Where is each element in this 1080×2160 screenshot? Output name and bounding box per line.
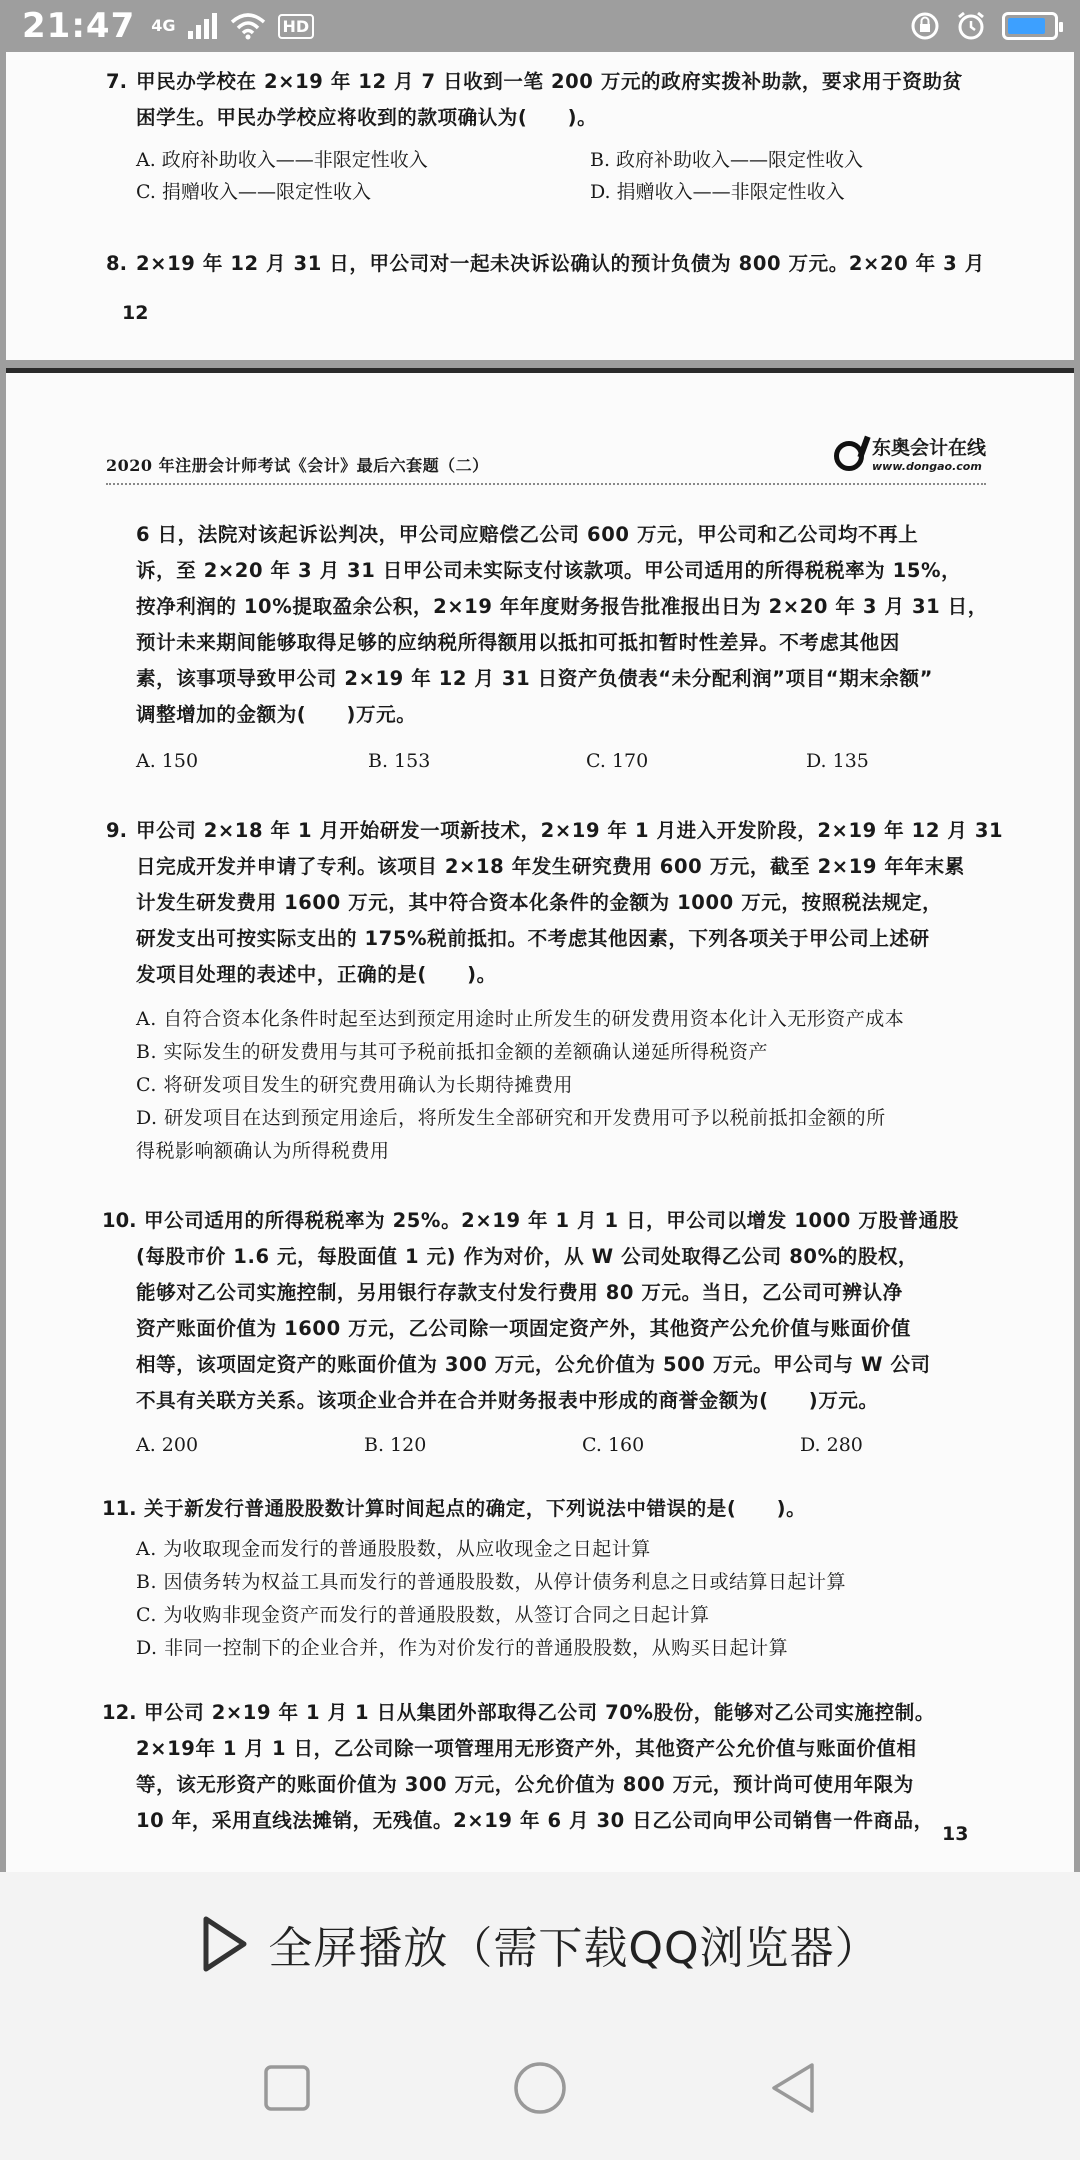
question-number: 11. xyxy=(102,1497,137,1520)
option-a: A. 为收取现金而发行的普通股股数，从应收现金之日起计算 xyxy=(136,1538,651,1560)
option-c: C. 160 xyxy=(582,1434,645,1456)
question-8-cont-line-1: 6 日，法院对该起诉讼判决，甲公司应赔偿乙公司 600 万元，甲公司和乙公司均不再上 xyxy=(136,523,919,546)
status-bar xyxy=(0,0,1080,52)
question-10-line-4: 资产账面价值为 1600 万元，乙公司除一项固定资产外，其他资产公允价值与账面价值 xyxy=(136,1317,911,1340)
battery-fill xyxy=(1008,18,1045,34)
back-triangle-icon xyxy=(768,2061,818,2115)
question-12-line-1: 甲公司 2×19 年 1 月 1 日从集团外部取得乙公司 70%股份，能够对乙公司实施控制。 xyxy=(144,1701,935,1724)
option-c: C. 将研发项目发生的研究费用确认为长期待摊费用 xyxy=(136,1074,573,1096)
question-9-line-5: 发项目处理的表述中，正确的是( )。 xyxy=(136,963,497,986)
question-10-line-6: 不具有关联方关系。该项企业合并在合并财务报表中形成的商誉金额为( )万元。 xyxy=(136,1389,879,1412)
option-b: B. 政府补助收入——限定性收入 xyxy=(590,149,864,171)
question-9-line-4: 研发支出可按实际支出的 175%税前抵扣。不考虑其他因素，下列各项关于甲公司上述研 xyxy=(136,927,930,950)
status-right-icons xyxy=(910,11,1058,41)
alarm-icon xyxy=(956,11,986,41)
hd-icon: HD xyxy=(278,14,315,39)
question-10-line-1: 甲公司适用的所得税税率为 25%。2×19 年 1 月 1 日，甲公司以增发 1000 万股普通股 xyxy=(144,1209,959,1232)
lock-rotation-icon xyxy=(910,11,940,41)
question-9-line-1: 甲公司 2×18 年 1 月开始研发一项新技术，2×19 年 1 月进入开发阶段，2×19 年 12 月 31 xyxy=(136,819,1004,842)
question-9-line-2: 日完成开发并申请了专利。该项目 2×18 年发生研究费用 600 万元，截至 2×19 年年末累 xyxy=(136,855,965,878)
option-c: C. 捐赠收入——限定性收入 xyxy=(136,181,371,203)
question-8-cont-line-2: 诉，至 2×20 年 3 月 31 日甲公司未实际支付该款项。甲公司适用的所得税税率为 15%， xyxy=(136,559,962,582)
logo-name: 东奥会计在线 xyxy=(872,437,987,459)
status-left-icons xyxy=(151,12,314,40)
option-a: A. 150 xyxy=(136,750,199,772)
question-12-line-3: 等，该无形资产的账面价值为 300 万元，公允价值为 800 万元，预计尚可使用年限为 xyxy=(136,1773,914,1796)
option-d: D. 280 xyxy=(800,1434,863,1456)
question-12-line-4: 10 年，采用直线法摊销，无残值。2×19 年 6 月 30 日乙公司向甲公司销售一件商品， xyxy=(136,1809,934,1832)
question-7-line-1: 甲民办学校在 2×19 年 12 月 7 日收到一笔 200 万元的政府实拨补助款，要求用于资助贫 xyxy=(136,70,963,93)
battery-icon xyxy=(1002,12,1058,40)
option-c: C. 170 xyxy=(586,750,649,772)
question-10-line-5: 相等，该项固定资产的账面价值为 300 万元，公允价值为 500 万元。甲公司与 W 公司 xyxy=(136,1353,931,1376)
signal-icon xyxy=(188,13,218,39)
fullscreen-play-button[interactable] xyxy=(0,1872,1080,2016)
option-c: C. 为收购非现金资产而发行的普通股股数，从签订合同之日起计算 xyxy=(136,1604,710,1626)
option-d: D. 非同一控制下的企业合并，作为对价发行的普通股股数，从购买日起计算 xyxy=(136,1637,789,1659)
wifi-icon xyxy=(230,12,266,40)
recents-square-icon xyxy=(262,2063,312,2113)
page-number: 13 xyxy=(942,1823,969,1845)
question-number: 9. xyxy=(106,819,127,842)
option-a: A. 政府补助收入——非限定性收入 xyxy=(136,149,428,171)
system-nav-bar xyxy=(0,2016,1080,2160)
option-d: D. 研发项目在达到预定用途后，将所发生全部研究和开发费用可予以税前抵扣金额的所 xyxy=(136,1107,886,1129)
question-8-cont-line-3: 按净利润的 10%提取盈余公积，2×19 年年度财务报告批准报出日为 2×20 年 3 月 31 日， xyxy=(136,595,988,618)
question-10-line-2: (每股市价 1.6 元，每股面值 1 元) 作为对价，从 W 公司处取得乙公司 80%的股权， xyxy=(136,1245,919,1268)
fullscreen-label: 全屏播放（需下载QQ浏览器） xyxy=(268,1923,880,1974)
option-d-cont: 得税影响额确认为所得税费用 xyxy=(136,1140,390,1162)
question-number: 7. xyxy=(106,70,127,93)
question-8-cont-line-4: 预计未来期间能够取得足够的应纳税所得额用以抵扣可抵扣暂时性差异。不考虑其他因 xyxy=(136,631,900,654)
page-number: 12 xyxy=(122,302,149,324)
status-time: 21:47 xyxy=(22,6,136,46)
header-divider xyxy=(106,483,986,485)
option-b: B. 153 xyxy=(368,750,431,772)
recents-button[interactable] xyxy=(247,2048,327,2128)
option-a: A. 200 xyxy=(136,1434,199,1456)
play-icon xyxy=(200,1914,250,1974)
publisher-logo xyxy=(834,439,986,472)
question-number: 12. xyxy=(102,1701,137,1724)
question-11-line-1: 关于新发行普通股股数计算时间起点的确定，下列说法中错误的是( )。 xyxy=(144,1497,807,1520)
question-8-cont-line-5: 素，该事项导致甲公司 2×19 年 12 月 31 日资产负债表“未分配利润”项目“期末余额” xyxy=(136,667,934,690)
dongao-logo-icon xyxy=(834,441,864,471)
question-number: 8. xyxy=(106,252,127,275)
back-button[interactable] xyxy=(753,2048,833,2128)
option-d: D. 135 xyxy=(806,750,869,772)
option-d: D. 捐赠收入——非限定性收入 xyxy=(590,181,845,203)
option-b: B. 实际发生的研发费用与其可予税前抵扣金额的差额确认递延所得税资产 xyxy=(136,1041,769,1063)
question-10-line-3: 能够对乙公司实施控制，另用银行存款支付发行费用 80 万元。当日，乙公司可辨认净 xyxy=(136,1281,903,1304)
logo-url: www.dongao.com xyxy=(872,460,982,473)
question-8-cont-line-6: 调整增加的金额为( )万元。 xyxy=(136,703,417,726)
pdf-page-13[interactable] xyxy=(6,368,1074,1872)
option-b: B. 120 xyxy=(364,1434,427,1456)
pdf-page-12[interactable] xyxy=(6,52,1074,360)
question-8-line-1: 2×19 年 12 月 31 日，甲公司对一起未决诉讼确认的预计负债为 800 万元。2×20 年 3 月 xyxy=(136,252,985,275)
question-9-line-3: 计发生研发费用 1600 万元，其中符合资本化条件的金额为 1000 万元，按照税法规定， xyxy=(136,891,943,914)
page-header-title: 2020 年注册会计师考试《会计》最后六套题（二） xyxy=(106,456,489,475)
option-b: B. 因债务转为权益工具而发行的普通股股数，从停计债务利息之日或结算日起计算 xyxy=(136,1571,847,1593)
network-type-label: 4G xyxy=(151,16,176,35)
home-button[interactable] xyxy=(500,2048,580,2128)
question-12-line-2: 2×19年 1 月 1 日，乙公司除一项管理用无形资产外，其他资产公允价值与账面价值相 xyxy=(136,1737,917,1760)
home-circle-icon xyxy=(512,2060,568,2116)
question-number: 10. xyxy=(102,1209,137,1232)
question-7-line-2: 困学生。甲民办学校应将收到的款项确认为( )。 xyxy=(136,106,598,129)
option-a: A. 自符合资本化条件时起至达到预定用途时止所发生的研发费用资本化计入无形资产成本 xyxy=(136,1008,905,1030)
